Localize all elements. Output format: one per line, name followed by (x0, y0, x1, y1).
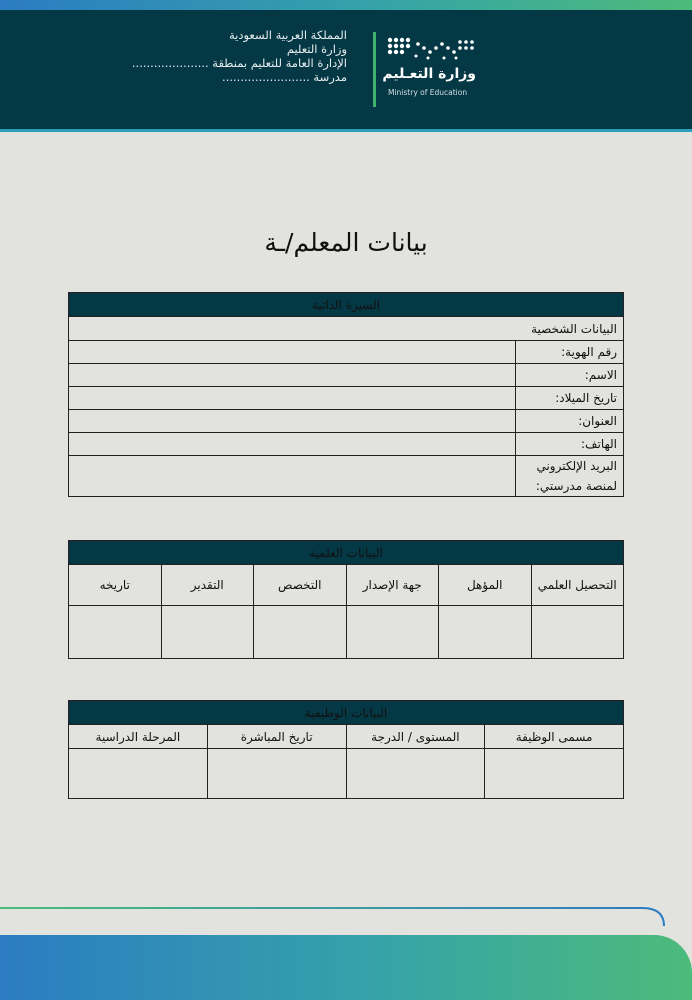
table-row (69, 387, 624, 410)
email-label (516, 456, 624, 497)
table-header-row (69, 725, 624, 749)
cv-section-header: السيرة الذاتية (69, 293, 624, 317)
logo-arabic-text: وزارة التعـليم (382, 66, 476, 82)
header-bottom-line (0, 129, 692, 132)
address-label: العنوان: (516, 410, 624, 433)
top-gradient-strip (0, 0, 692, 10)
col-qualification: المؤهل (439, 565, 532, 606)
date-cell[interactable] (69, 606, 162, 659)
qualification-cell[interactable] (439, 606, 532, 659)
id-number-field[interactable] (69, 341, 516, 364)
col-issuer: جهة الإصدار (346, 565, 439, 606)
cv-table (68, 292, 624, 497)
table-row (69, 341, 624, 364)
col-job-title: مسمى الوظيفة (485, 725, 624, 749)
table-row (69, 410, 624, 433)
table-row (69, 456, 624, 497)
specialization-cell[interactable] (254, 606, 347, 659)
email-label-line1: البريد الإلكتروني (536, 459, 617, 473)
phone-field[interactable] (69, 433, 516, 456)
birthdate-field[interactable] (69, 387, 516, 410)
bottom-gradient-bar (0, 935, 692, 1000)
grade-cell[interactable] (161, 606, 254, 659)
col-level: المستوى / الدرجة (346, 725, 485, 749)
col-date: تاريخه (69, 565, 162, 606)
col-start-date: تاريخ المباشرة (207, 725, 346, 749)
logo-english-text: Ministry of Education (388, 88, 468, 97)
attainment-cell[interactable] (531, 606, 624, 659)
phone-label: الهاتف: (516, 433, 624, 456)
header-address (131, 28, 347, 84)
email-field[interactable] (69, 456, 516, 497)
job-title-cell[interactable] (485, 749, 624, 799)
col-stage: المرحلة الدراسية (69, 725, 208, 749)
bottom-decorative-line (0, 896, 692, 926)
stage-cell[interactable] (69, 749, 208, 799)
header-school: مدرسة ........................ (222, 70, 347, 84)
table-row (69, 749, 624, 799)
birthdate-label: تاريخ الميلاد: (516, 387, 624, 410)
logo-dots-icon (386, 36, 476, 64)
col-grade: التقدير (161, 565, 254, 606)
header-ministry: وزارة التعليم (286, 42, 347, 56)
name-label: الاسم: (516, 364, 624, 387)
start-date-cell[interactable] (207, 749, 346, 799)
academic-section-header: البيانات العلمية (69, 541, 624, 565)
job-table (68, 700, 624, 799)
page-title: بيانات المعلم/ـة (264, 228, 428, 257)
col-specialization: التخصص (254, 565, 347, 606)
job-section-header: البيانات الوظيفية (69, 701, 624, 725)
personal-data-subheading: البيانات الشخصية (69, 317, 624, 341)
academic-table (68, 540, 624, 659)
email-label-line2: لمنصة مدرستي: (535, 479, 617, 493)
level-cell[interactable] (346, 749, 485, 799)
table-row (69, 433, 624, 456)
ministry-logo (382, 36, 486, 102)
header-country: المملكة العربية السعودية (229, 28, 347, 42)
table-row (69, 606, 624, 659)
header-administration: الإدارة العامة للتعليم بمنطقة ..................... (131, 56, 347, 70)
table-row (69, 364, 624, 387)
address-field[interactable] (69, 410, 516, 433)
name-field[interactable] (69, 364, 516, 387)
header-divider (373, 32, 376, 107)
issuer-cell[interactable] (346, 606, 439, 659)
col-attainment: التحصيل العلمي (531, 565, 624, 606)
id-number-label: رقم الهوية: (516, 341, 624, 364)
table-header-row (69, 565, 624, 606)
